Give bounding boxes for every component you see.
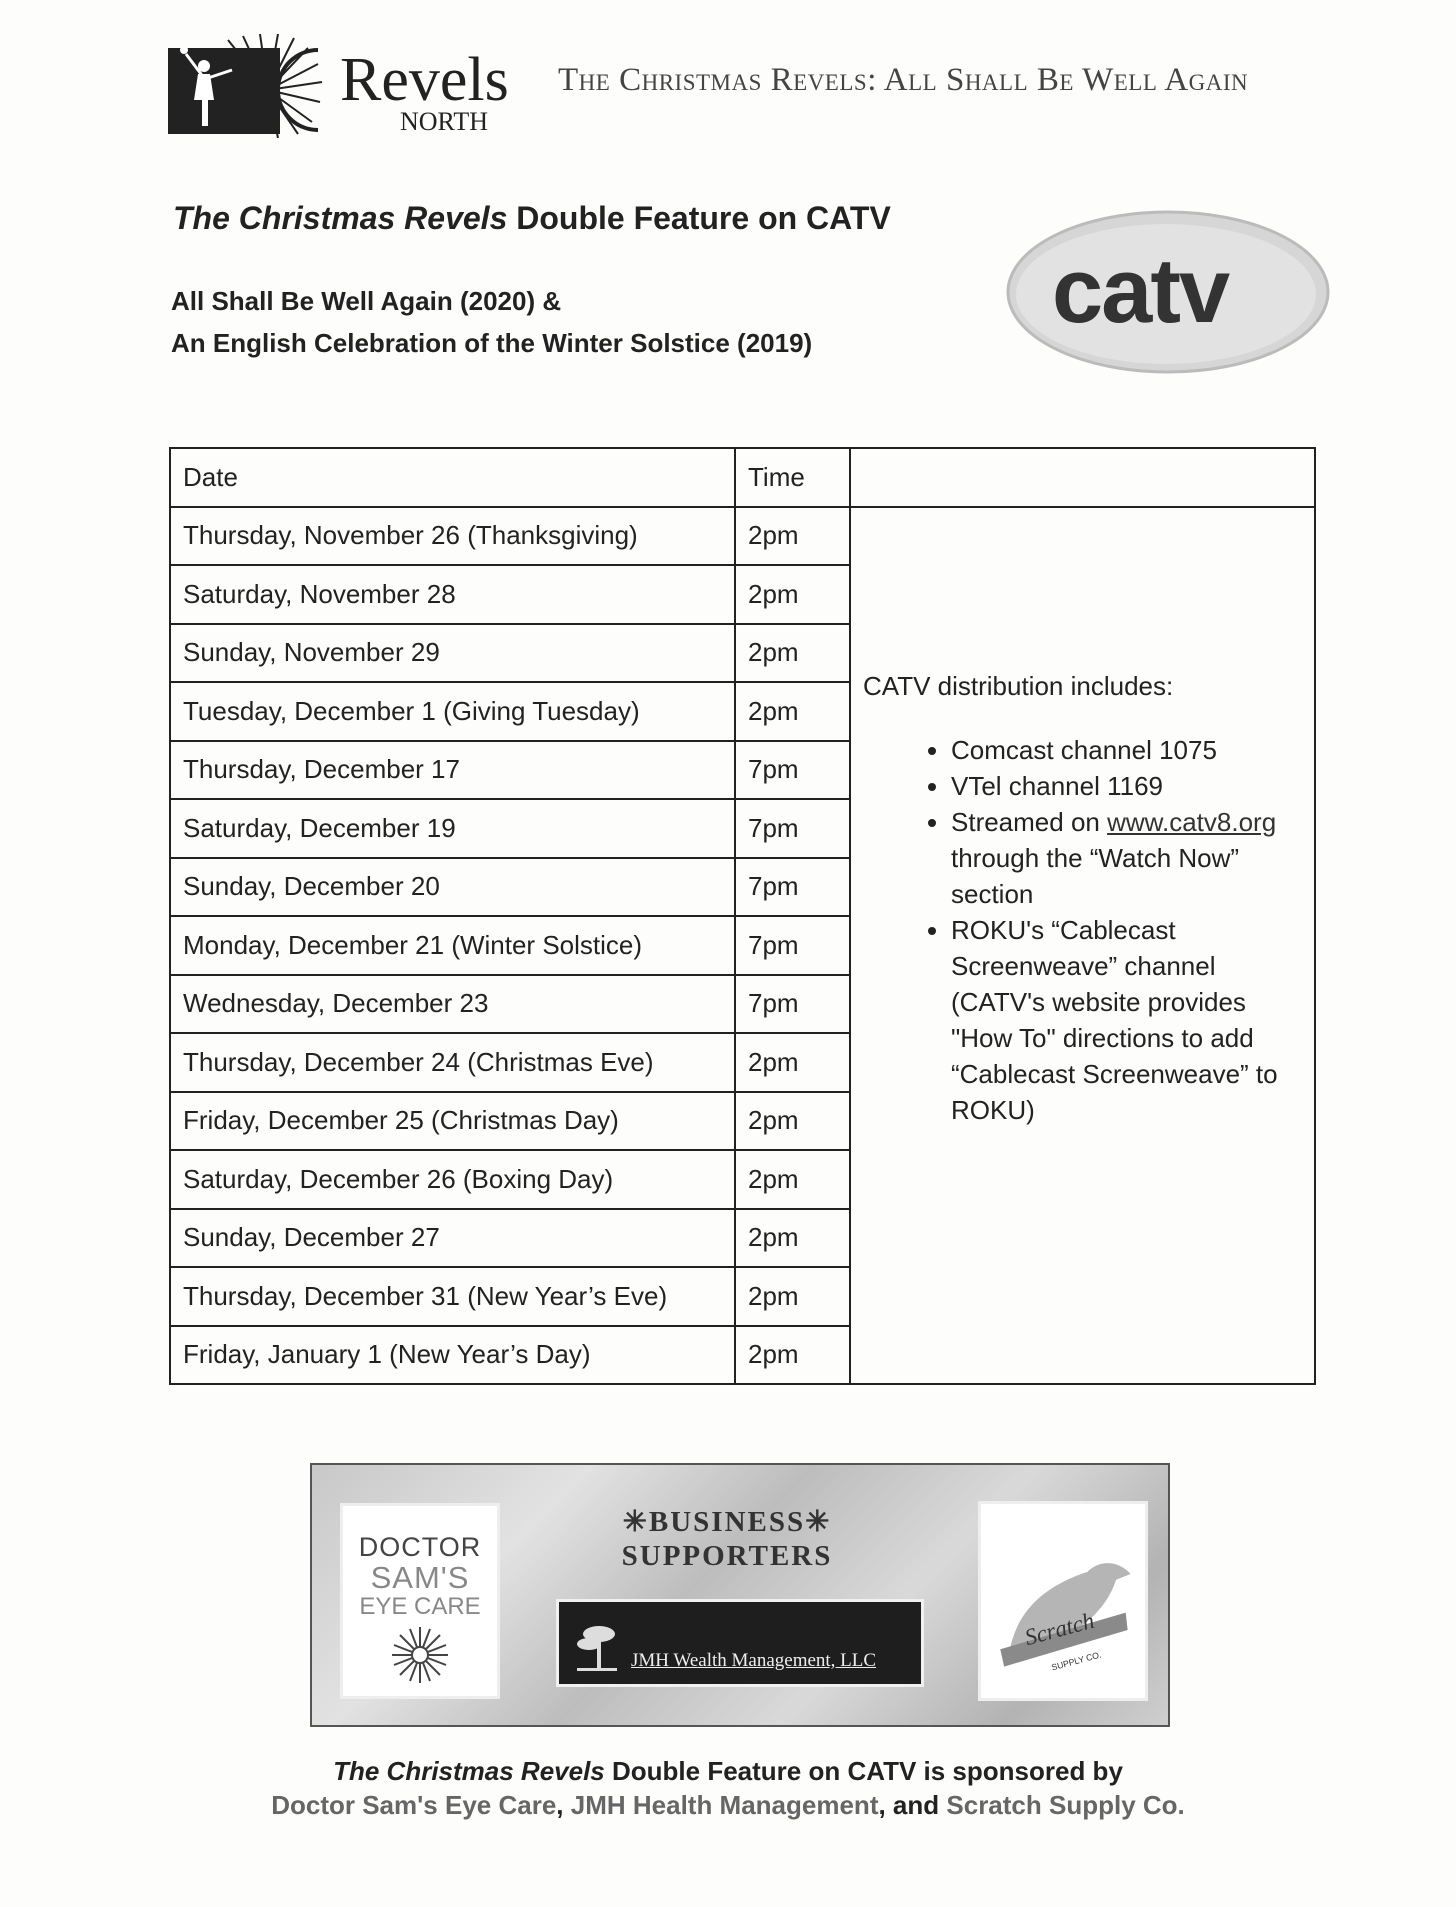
list-item-vtel: • VTel channel 1169: [951, 768, 1302, 804]
row-time: 2pm: [735, 1326, 850, 1385]
header-info: [850, 448, 1315, 507]
row-date: Sunday, December 27: [170, 1209, 735, 1268]
row-time: 2pm: [735, 1033, 850, 1092]
row-time: 2pm: [735, 507, 850, 566]
list-item-streamed: [951, 804, 1302, 912]
business-supporters-banner: [310, 1463, 1170, 1727]
banner-heading: [562, 1505, 892, 1573]
row-date: Saturday, December 26 (Boxing Day): [170, 1150, 735, 1209]
table-row: [170, 507, 1315, 566]
footer-sep-1: ,: [556, 1790, 571, 1820]
footer: [0, 1754, 1456, 1822]
row-date: Monday, December 21 (Winter Solstice): [170, 916, 735, 975]
footer-sponsor-2: JMH Health Management: [570, 1790, 879, 1820]
drsam-line-2: SAM'S: [370, 1560, 470, 1595]
header-time: Time: [735, 448, 850, 507]
subtitle-line-1: All Shall Be Well Again (2020) &: [171, 286, 562, 316]
list-item-comcast: • Comcast channel 1075: [951, 732, 1302, 768]
footer-sponsor-1: Doctor Sam's Eye Care: [271, 1790, 557, 1820]
streamed-suffix: through the “Watch Now” section: [951, 842, 1240, 909]
banner-heading-line-2: SUPPORTERS: [621, 1540, 833, 1572]
logo-north-text: NORTH: [400, 107, 488, 136]
row-date: Thursday, December 17: [170, 741, 735, 800]
row-time: 2pm: [735, 624, 850, 683]
eye-sun-icon: [390, 1625, 450, 1685]
schedule-table: [169, 447, 1316, 1385]
footer-line-2: [0, 1788, 1456, 1822]
distribution-list: [863, 732, 1302, 1128]
row-date: Sunday, November 29: [170, 624, 735, 683]
row-time: 2pm: [735, 1267, 850, 1326]
row-date: Thursday, December 24 (Christmas Eve): [170, 1033, 735, 1092]
catv-logo: [1000, 196, 1336, 396]
distribution-intro: CATV distribution includes:: [863, 670, 1174, 701]
row-date: Tuesday, December 1 (Giving Tuesday): [170, 682, 735, 741]
row-time: 7pm: [735, 741, 850, 800]
footer-sponsor-3: Scratch Supply Co.: [946, 1790, 1185, 1820]
row-time: 7pm: [735, 858, 850, 917]
crow-icon: [981, 1504, 1145, 1698]
scratch-supply-logo: [978, 1501, 1148, 1701]
row-date: Wednesday, December 23: [170, 975, 735, 1034]
revels-north-logo: [168, 30, 528, 138]
title-rest: Double Feature on CATV: [507, 200, 891, 236]
banner-heading-line-1: ✳BUSINESS✳: [622, 1506, 832, 1538]
subtitle-line-2: An English Celebration of the Winter Solstice (2019): [171, 328, 813, 358]
footer-sep-2: , and: [878, 1790, 947, 1820]
title-italic: The Christmas Revels: [173, 200, 508, 236]
list-item-roku: • ROKU's “Cablecast Screenweave” channel (CATV's website provides "How To" directions to add “Cablecast Screenweave” to ROKU): [951, 912, 1302, 1128]
row-date: Friday, December 25 (Christmas Day): [170, 1092, 735, 1151]
header-date: Date: [170, 448, 735, 507]
table-header-row: [170, 448, 1315, 507]
row-date: Thursday, December 31 (New Year’s Eve): [170, 1267, 735, 1326]
row-time: 7pm: [735, 916, 850, 975]
row-time: 2pm: [735, 1150, 850, 1209]
doctor-sams-logo: [340, 1503, 500, 1699]
row-date: Friday, January 1 (New Year’s Day): [170, 1326, 735, 1385]
row-time: 7pm: [735, 799, 850, 858]
row-time: 2pm: [735, 565, 850, 624]
distribution-cell: [850, 507, 1315, 1385]
row-date: Saturday, November 28: [170, 565, 735, 624]
drsam-line-3: EYE CARE: [359, 1593, 481, 1620]
scratch-sub-text: SUPPLY CO.: [1050, 1649, 1103, 1673]
header-tagline: The Christmas Revels: All Shall Be Well Again: [558, 62, 1249, 98]
row-date: Sunday, December 20: [170, 858, 735, 917]
drsam-line-1: DOCTOR: [358, 1532, 482, 1562]
jmh-label: JMH Wealth Management, LLC: [631, 1650, 877, 1671]
streamed-prefix: Streamed on: [951, 806, 1108, 837]
page-title: [173, 200, 891, 237]
footer-line1-rest: Double Feature on CATV is sponsored by: [604, 1756, 1123, 1786]
row-time: 2pm: [735, 1209, 850, 1268]
scratch-text: Scratch: [1022, 1607, 1098, 1652]
catv-website-link[interactable]: www.catv8.org: [1107, 806, 1277, 837]
jmh-logo: [556, 1599, 924, 1687]
row-time: 2pm: [735, 682, 850, 741]
row-time: 2pm: [735, 1092, 850, 1151]
catv-logo-text: catv: [1052, 240, 1229, 342]
row-time: 7pm: [735, 975, 850, 1034]
footer-line-1: [0, 1754, 1456, 1788]
logo-revels-text: Revels: [340, 46, 509, 114]
tree-icon: [573, 1622, 621, 1674]
row-date: Thursday, November 26 (Thanksgiving): [170, 507, 735, 566]
row-date: Saturday, December 19: [170, 799, 735, 858]
footer-italic: The Christmas Revels: [333, 1756, 605, 1786]
